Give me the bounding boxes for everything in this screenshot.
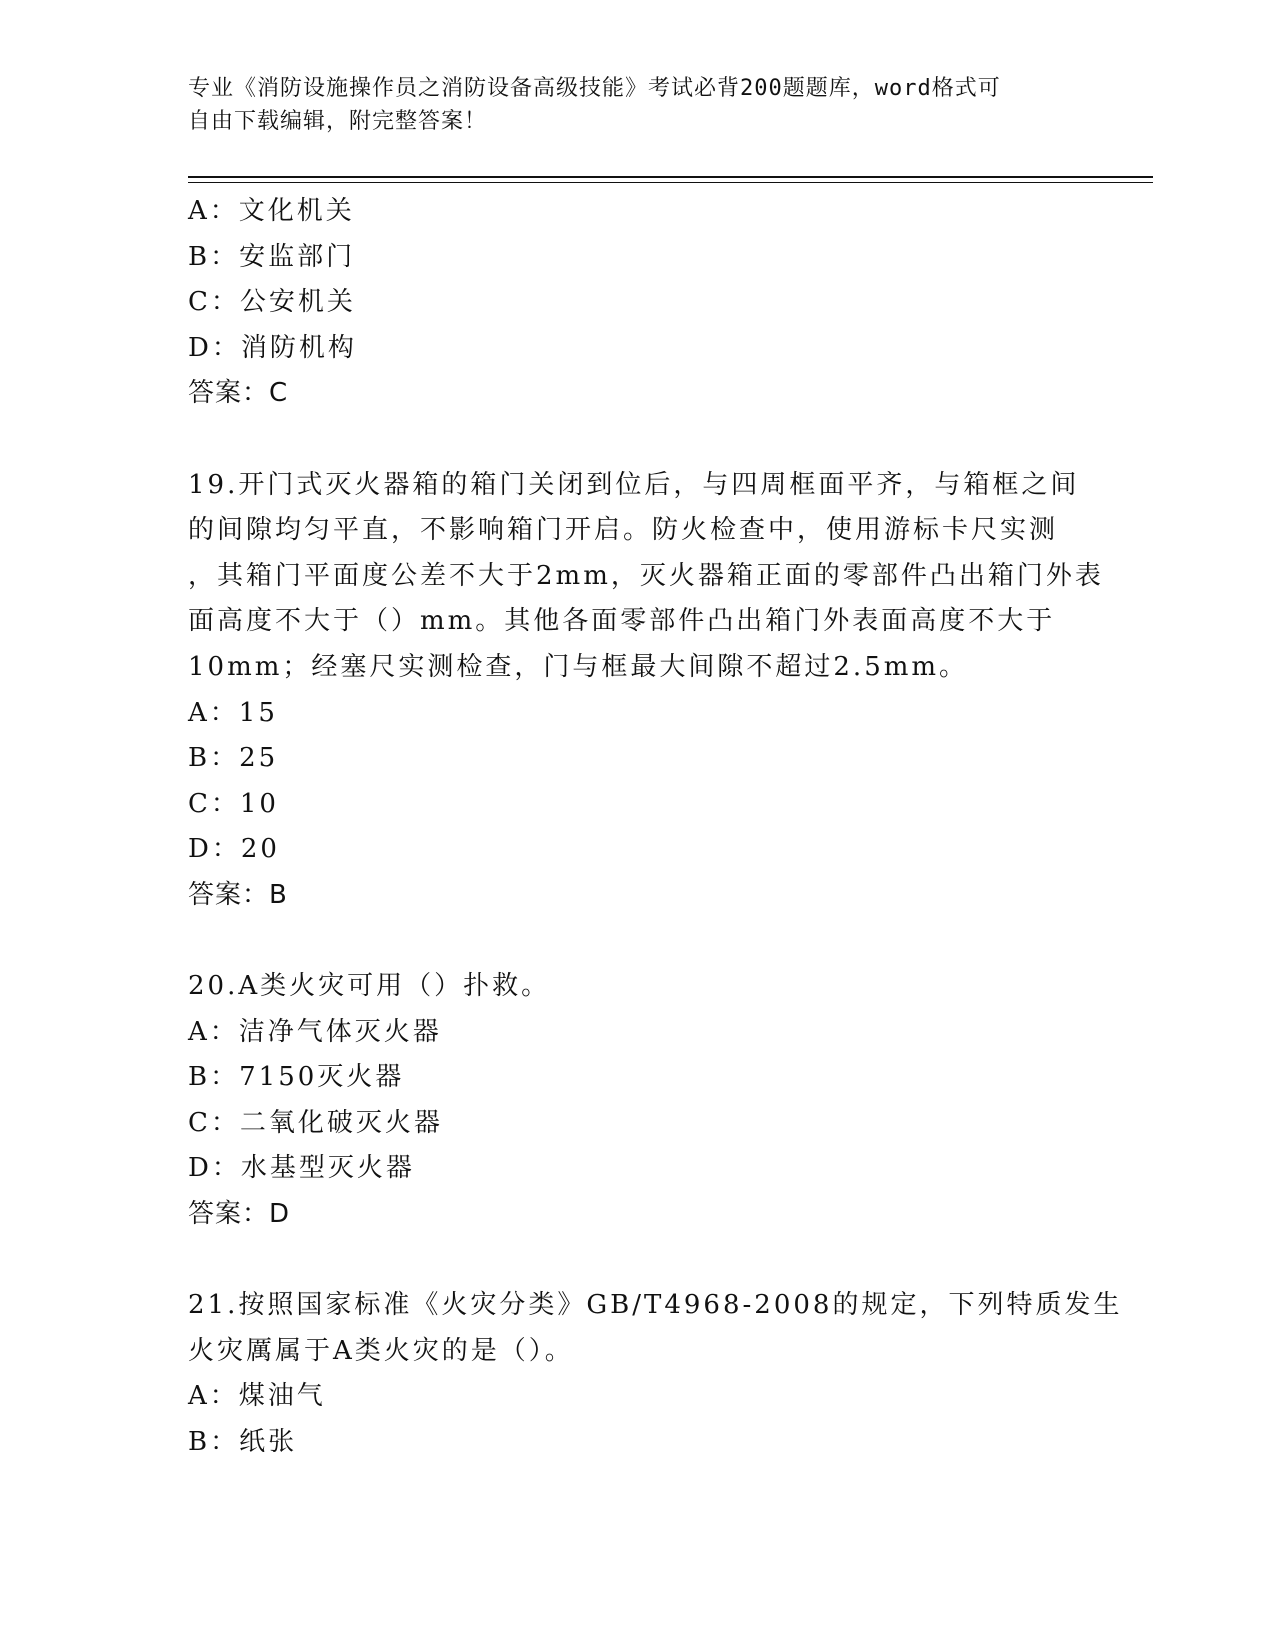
q20-answer: 答案：D <box>188 1199 291 1230</box>
q20-option-d: D：水基型灭火器 <box>188 1153 415 1184</box>
q19-stem-line-1: 19.开门式灭火器箱的箱门关闭到位后，与四周框面平齐，与箱框之间 <box>188 469 1080 500</box>
q21-option-b: B：纸张 <box>188 1427 298 1458</box>
q19-stem-line-5: 10mm；经塞尺实测检查，门与框最大间隙不超过2.5mm。 <box>188 651 969 682</box>
q18-option-b: B：安监部门 <box>188 241 356 272</box>
question-19-block <box>188 463 1104 919</box>
q18-option-c: C：公安机关 <box>188 287 356 318</box>
q19-stem-line-3: ，其箱门平面度公差不大于2mm，灭火器箱正面的零部件凸出箱门外表 <box>188 560 1104 591</box>
spacer <box>188 417 1078 463</box>
q18-answer: 答案：C <box>188 378 289 409</box>
q21-stem-line-2: 火灾厲属于A类火灾的是（）。 <box>188 1335 574 1366</box>
q21-option-a: A：煤油气 <box>188 1381 326 1412</box>
q20-option-b: B：7150灭火器 <box>188 1062 405 1093</box>
q20-option-c: C：二氧化破灭火器 <box>188 1107 443 1138</box>
q19-option-b: B：25 <box>188 743 279 774</box>
q21-stem-line-1: 21.按照国家标准《火灾分类》GB/T4968-2008的规定，下列特质发生 <box>188 1290 1123 1321</box>
document-header <box>188 72 1078 138</box>
q19-stem-line-2: 的间隙均匀平直，不影响箱门开启。防火检查中，使用游标卡尺实测 <box>188 515 1059 546</box>
q19-answer: 答案：B <box>188 879 288 910</box>
header-line-1: 专业《消防设施操作员之消防设备高级技能》考试必背200题题库，word格式可 <box>188 76 1001 101</box>
header-divider-thick <box>188 176 1153 178</box>
q19-stem-line-4: 面高度不大于（）mm。其他各面零部件凸出箱门外表面高度不大于 <box>188 606 1056 637</box>
spacer <box>188 919 1078 965</box>
q19-option-a: A：15 <box>188 697 278 728</box>
header-divider-thin <box>188 182 1153 183</box>
q19-option-d: D：20 <box>188 834 280 865</box>
question-20-block <box>188 964 1078 1238</box>
question-21-block <box>188 1283 1123 1465</box>
q18-option-a: A：文化机关 <box>188 196 355 226</box>
q20-option-a: A：洁净气体灭火器 <box>188 1016 442 1047</box>
spacer <box>188 1238 1078 1284</box>
header-line-2: 自由下载编辑，附完整答案！ <box>188 109 488 134</box>
q19-option-c: C：10 <box>188 788 279 819</box>
document-body <box>188 189 1123 1466</box>
q20-stem: 20.A类火灾可用（）扑救。 <box>188 971 551 1002</box>
question-18-block <box>188 189 1078 417</box>
q18-option-d: D：消防机构 <box>188 332 357 363</box>
